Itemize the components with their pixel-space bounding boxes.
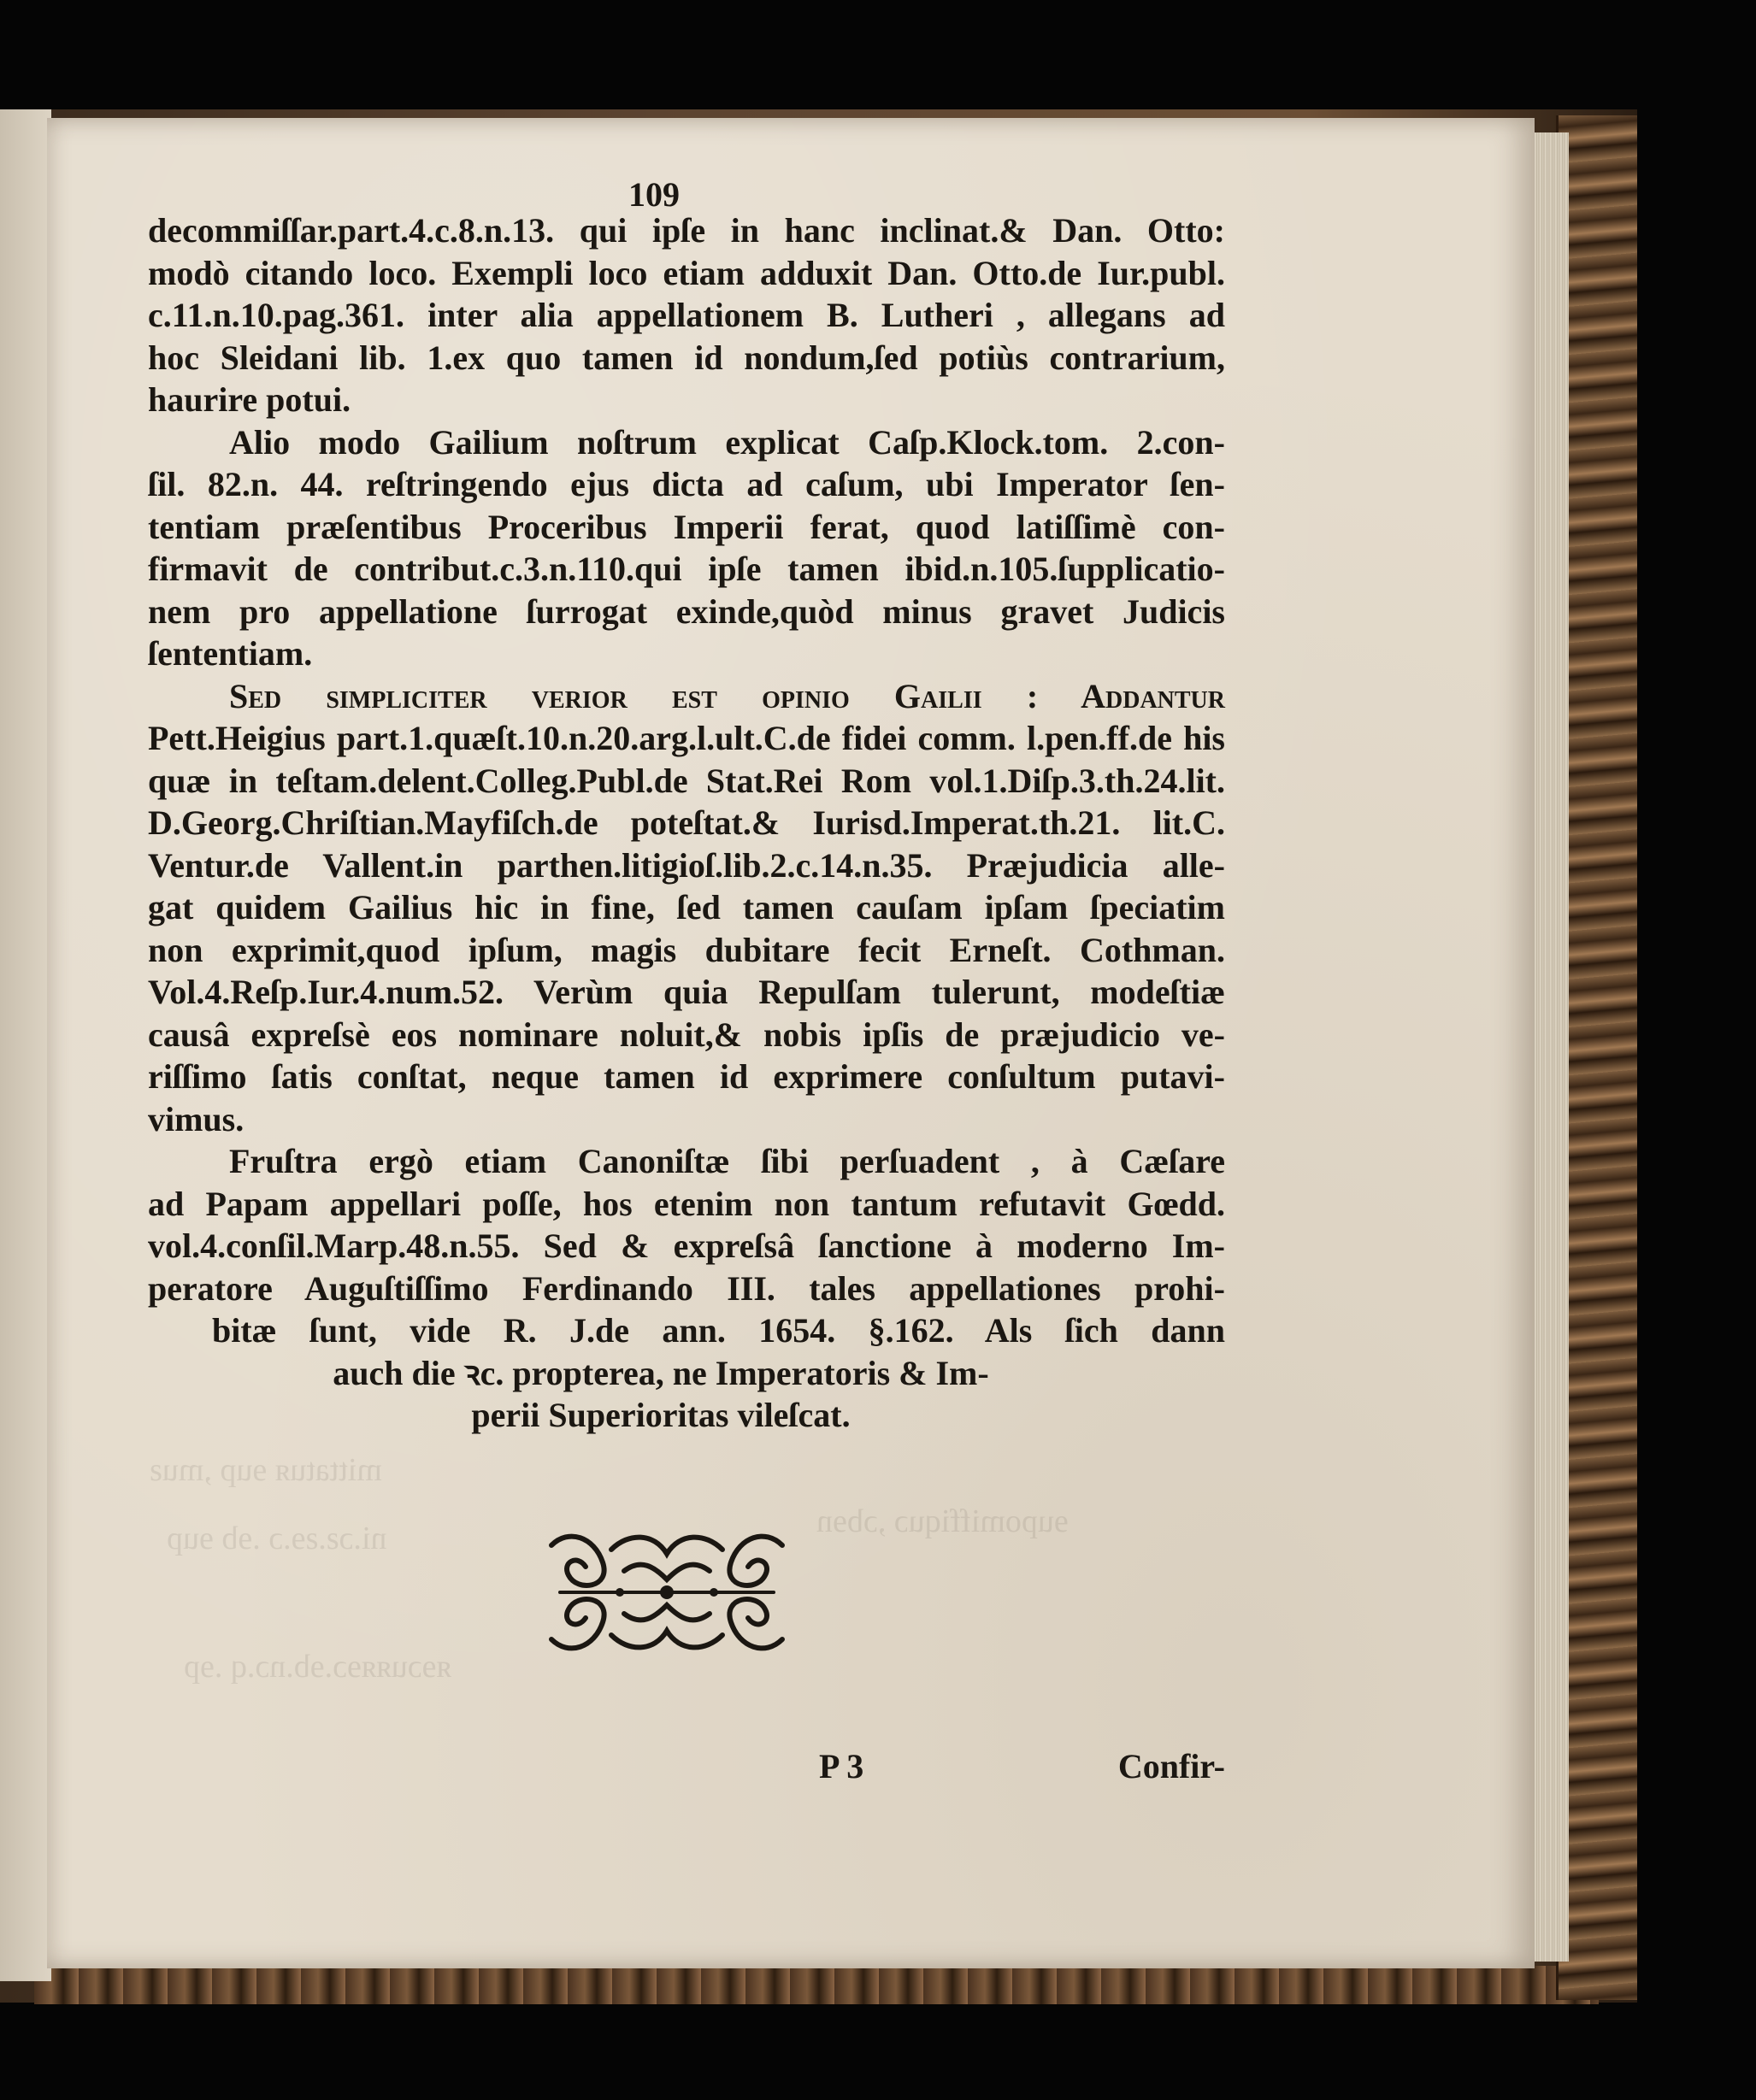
text-line: auch die ꝛc. propterea, ne Imperatoris & Im- (333, 1353, 989, 1392)
paragraph (148, 1140, 1225, 1437)
page-number: 109 (628, 175, 680, 214)
text-line: Ventur.de Vallent.in parthen.litigioſ.lib.2.c.14.n.35. Præjudicia alle- (148, 845, 1225, 885)
text-line: hoc Sleidani lib. 1.ex quo tamen id nondum,ſed potiùs contrarium, (148, 338, 1225, 377)
text-line: Fruſtra ergò etiam Canoniſtæ ſibi perſuadent , à Cæſare (229, 1142, 1225, 1180)
text-line: firmavit de contribut.c.3.n.110.qui ipſe tamen ibid.n.105.ſupplicatio- (148, 550, 1225, 588)
page-footer (148, 1746, 1225, 1797)
text-line: vol.4.conſil.Marp.48.n.55. Sed & expreſsâ ſanctione à moderno Im- (148, 1226, 1225, 1265)
catchword: Confir- (1117, 1747, 1225, 1785)
bleed-through: ɘupomiffiquɔ ,ɔbɘn (816, 1503, 1069, 1539)
signature-mark: P 3 (819, 1747, 864, 1785)
text-line: gat quidem Gailius hic in fine, ſed tamen cauſam ipſam ſpeciatim (148, 888, 1225, 926)
text-line: tentiam præſentibus Proceribus Imperii ferat, quod latiſſimè con- (148, 507, 1225, 546)
text-line: non exprimit,quod ipſum, magis dubitare fecit Erneſt. Cothman. (148, 930, 1225, 969)
paragraph (148, 421, 1225, 675)
bleed-through: ᴙɘɔuᴙᴙɘɔ.ɘb.nɔ.q .ɘp (184, 1649, 451, 1685)
paragraph (148, 209, 1225, 421)
text-line: decommiſſar.part.4.c.8.n.13. qui ipſe in hanc inclinat.& Dan. Otto: (148, 211, 1225, 250)
text-line: ſil. 82.n. 44. reſtringendo ejus dicta ad caſum, ubi Imperator ſen- (148, 465, 1225, 503)
left-page-edge (0, 109, 51, 1981)
book-page (47, 118, 1535, 1968)
text-line: c.11.n.10.pag.361. inter alia appellationem B. Lutheri , allegans ad (148, 296, 1225, 334)
text-line: modò citando loco. Exempli loco etiam adduxit Dan. Otto.de Iur.publ. (148, 253, 1225, 292)
book-bottom-edge (34, 1966, 1599, 2004)
text-line: ad Papam appellari poſſe, hos etenim non tantum refutavit Gœdd. (148, 1184, 1225, 1223)
text-line: Vol.4.Reſp.Iur.4.num.52. Verùm quia Repulſam tulerunt, modeſtiæ (148, 973, 1225, 1011)
text-line: bitæ ſunt, vide R. J.de ann. 1654. §.162. Als ſich dann (212, 1311, 1225, 1350)
text-line: quæ in teſtam.delent.Colleg.Publ.de Stat.Rei Rom vol.1.Diſp.3.th.24.lit. (148, 761, 1225, 800)
text-line: riſſimo ſatis conſtat, neque tamen id exprimere conſultum putavi- (148, 1057, 1225, 1096)
text-line: haurire potui. (148, 380, 351, 419)
bleed-through: mittatuᴙ ɘup ,muƨ (150, 1452, 382, 1488)
paragraph (148, 675, 1225, 1141)
bleed-through: ni.ɔƨ.ƨɘ.ɔ .ɘb ɘup (167, 1521, 387, 1556)
text-line: Pett.Heigius part.1.quæſt.10.n.20.arg.l.ult.C.de fidei comm. l.pen.ff.de his (148, 719, 1225, 757)
text-line: peratore Auguſtiſſimo Ferdinando III. tales appellationes prohi- (148, 1268, 1225, 1308)
body-text (148, 171, 1225, 1437)
text-line: Sed simpliciter verior eſt opinio Gailii : Addantur (229, 676, 1225, 715)
text-line: nem pro appellatione ſurrogat exinde,quòd minus gravet Judicis (148, 591, 1225, 631)
text-line: Alio modo Gailium noſtrum explicat Caſp.Klock.tom. 2.con- (229, 422, 1225, 462)
text-line: perii Superioritas vileſcat. (471, 1396, 851, 1434)
text-line: causâ expreſsè eos nominare noluit,& nobis ipſis de præjudicio ve- (148, 1015, 1225, 1054)
typographic-ornament (543, 1528, 791, 1656)
text-line: D.Georg.Chriſtian.Mayfiſch.de poteſtat.& Iurisd.Imperat.th.21. lit.C. (148, 803, 1225, 842)
text-line: ſententiam. (148, 634, 313, 673)
text-line: vimus. (148, 1099, 245, 1138)
